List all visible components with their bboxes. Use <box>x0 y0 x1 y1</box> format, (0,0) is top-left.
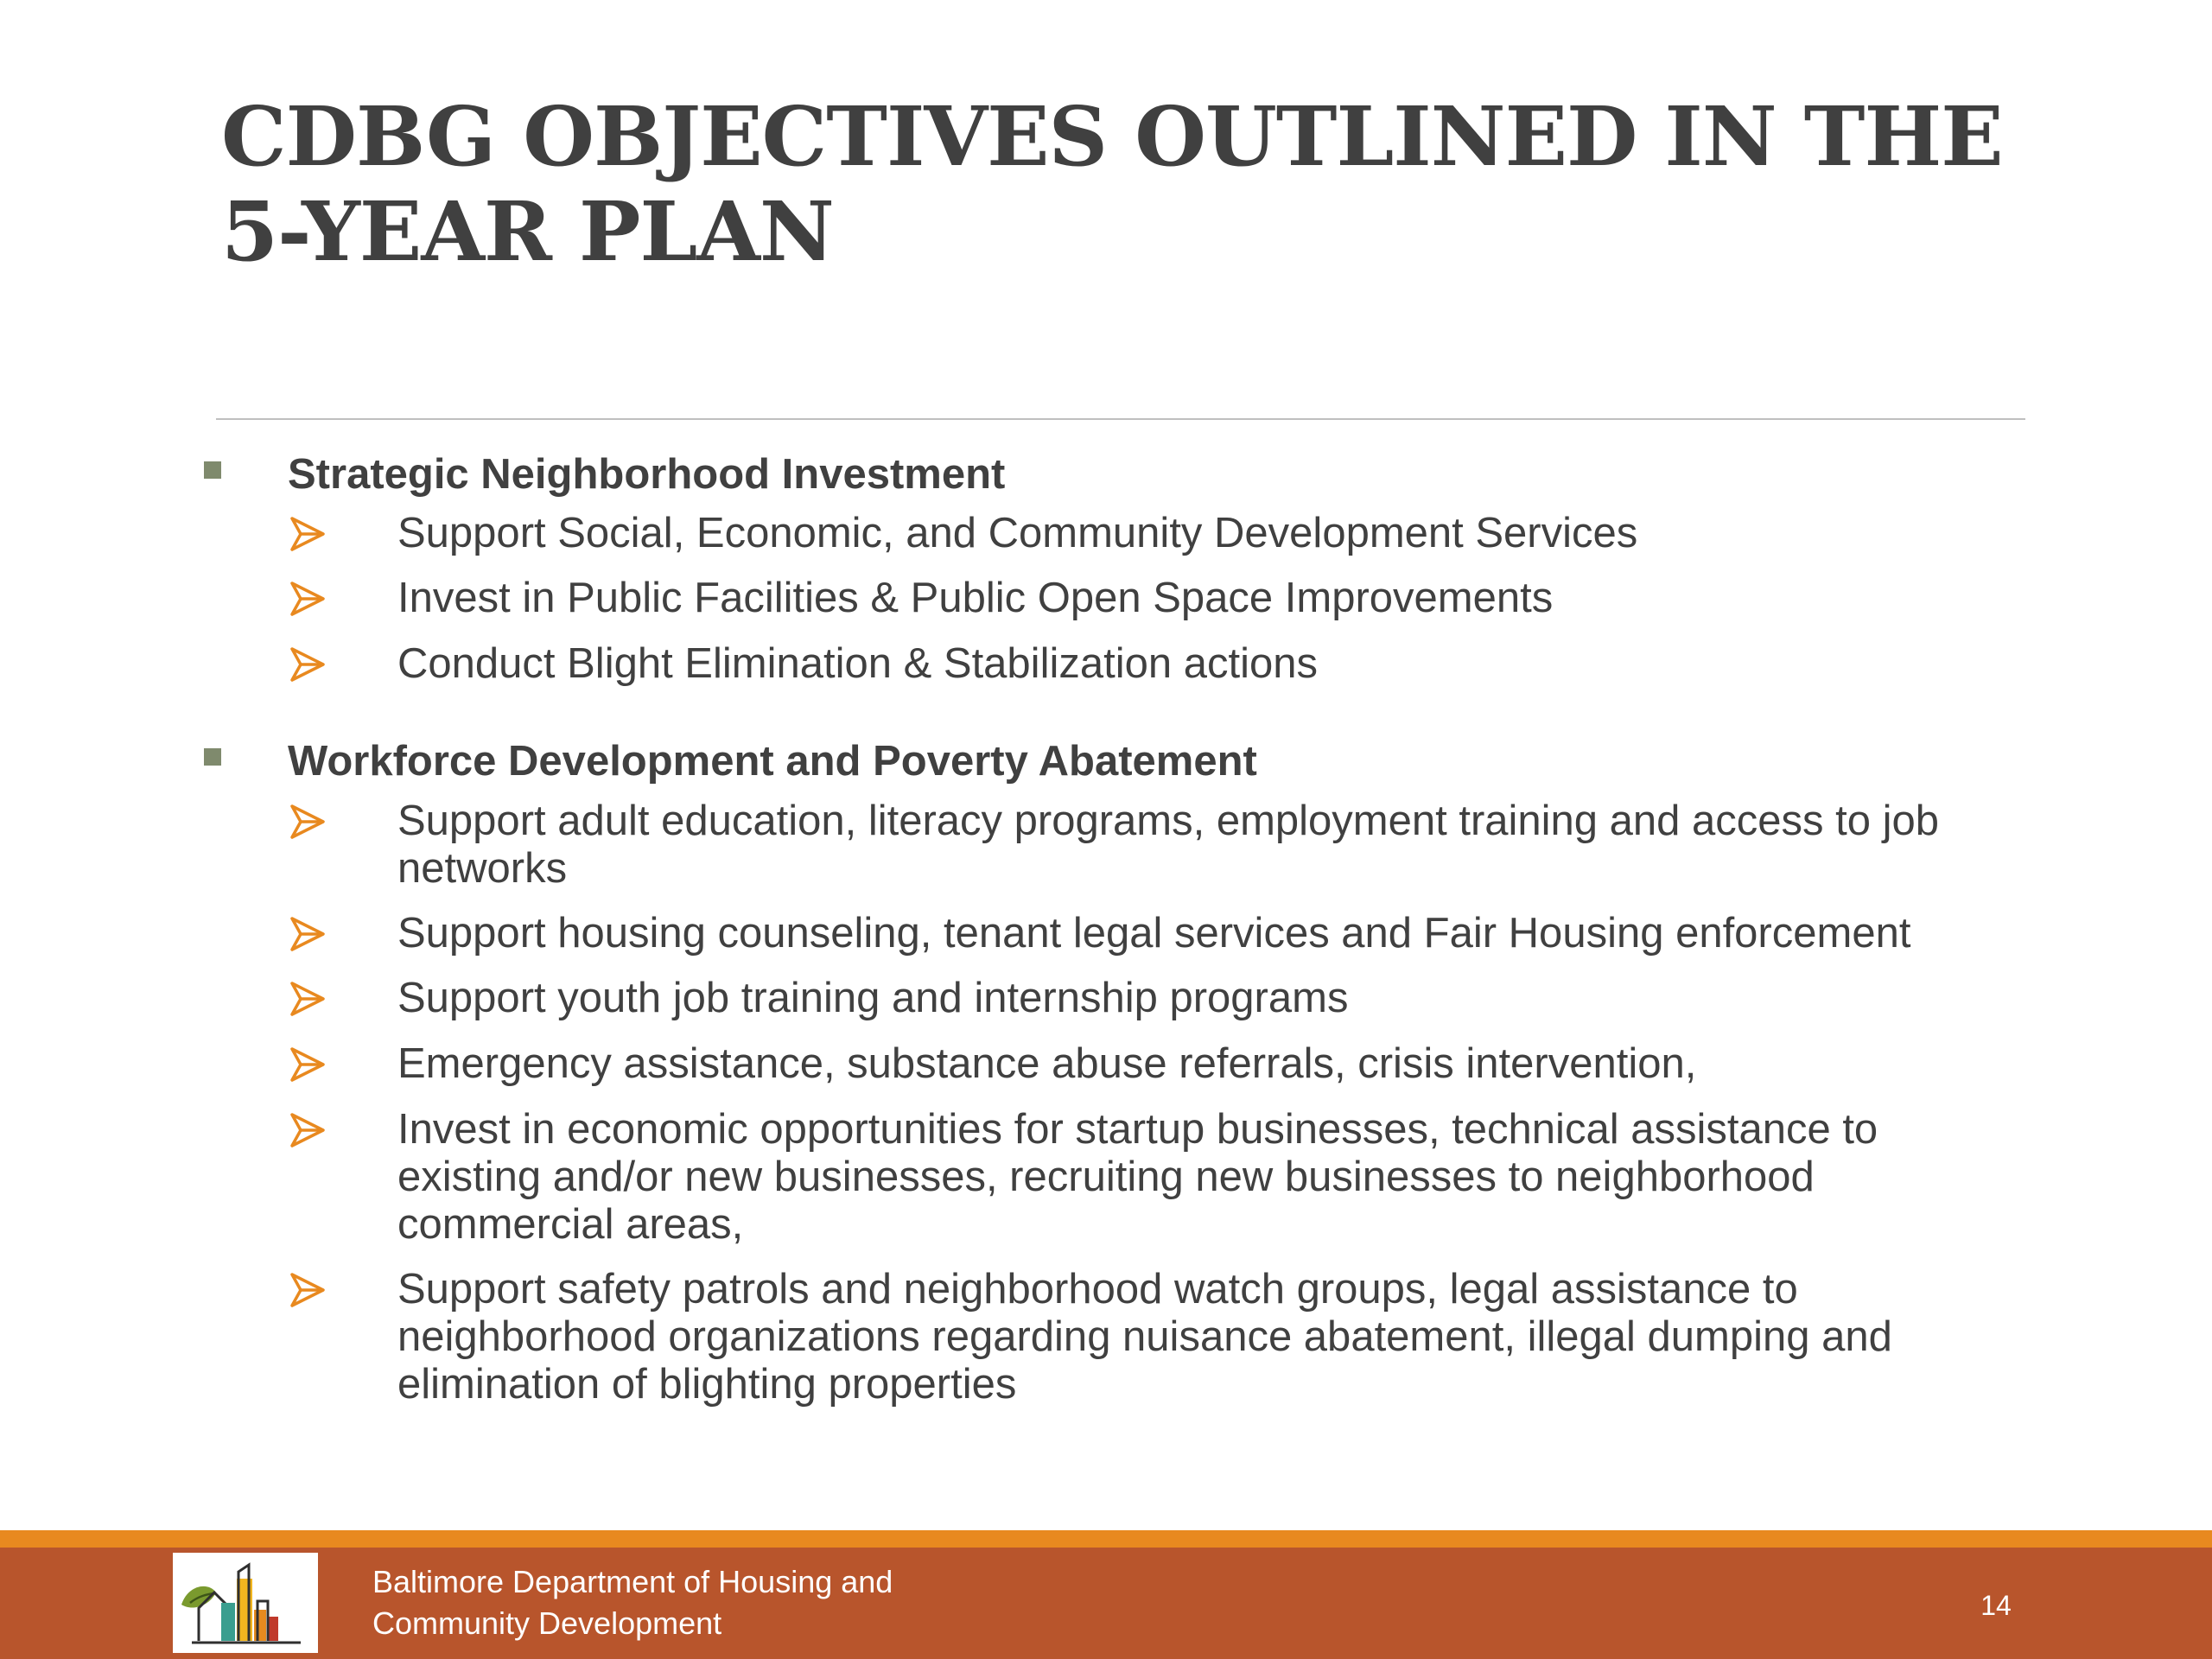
arrow-bullet-icon <box>289 515 327 553</box>
arrow-bullet-icon <box>289 915 327 953</box>
title-divider <box>216 418 2025 420</box>
list-item-text: Support safety patrols and neighborhood watch groups, legal assistance to neighborhood organizations regarding nuisance abatement, illegal dumping and elimination of blighting properties <box>397 1266 1892 1408</box>
list-item-text: Support Social, Economic, and Community Development Services <box>397 510 1638 556</box>
hcd-logo-icon <box>173 1553 318 1653</box>
list-item-text: Invest in economic opportunities for startup businesses, technical assistance to existing and/or new businesses, recruiting new businesses to neighborhood commercial areas, <box>397 1106 1878 1248</box>
arrow-bullet-icon <box>289 1111 327 1149</box>
list-item-text: Support adult education, literacy programs, employment training and access to job networks <box>397 798 1940 892</box>
footer-organization: Baltimore Department of Housing and Community Development <box>372 1564 893 1641</box>
arrow-bullet-icon <box>289 1271 327 1309</box>
arrow-bullet-icon <box>289 645 327 683</box>
list-item-text: Conduct Blight Elimination & Stabilization actions <box>397 640 1318 687</box>
list-item-text: Support youth job training and internship programs <box>397 975 1349 1021</box>
arrow-bullet-icon <box>289 1046 327 1084</box>
section-heading: Strategic Neighborhood Investment <box>288 451 1006 498</box>
square-bullet-icon <box>204 748 221 766</box>
page-number: 14 <box>1980 1590 2012 1621</box>
list-item-text: Support housing counseling, tenant legal services and Fair Housing enforcement <box>397 910 1911 957</box>
arrow-bullet-icon <box>289 580 327 618</box>
section-heading: Workforce Development and Poverty Abatement <box>288 738 1257 785</box>
list-item-text: Emergency assistance, substance abuse referrals, crisis intervention, <box>397 1040 1697 1087</box>
arrow-bullet-icon <box>289 980 327 1018</box>
footer-bar <box>0 1548 2212 1659</box>
slide-title: CDBG OBJECTIVES OUTLINED IN THE 5-YEAR PLAN <box>221 89 2003 280</box>
arrow-bullet-icon <box>289 803 327 841</box>
list-item-text: Invest in Public Facilities & Public Open Space Improvements <box>397 575 1554 621</box>
hcd-logo-graphic <box>173 1553 318 1653</box>
square-bullet-icon <box>204 461 221 479</box>
footer-accent-stripe <box>0 1530 2212 1548</box>
